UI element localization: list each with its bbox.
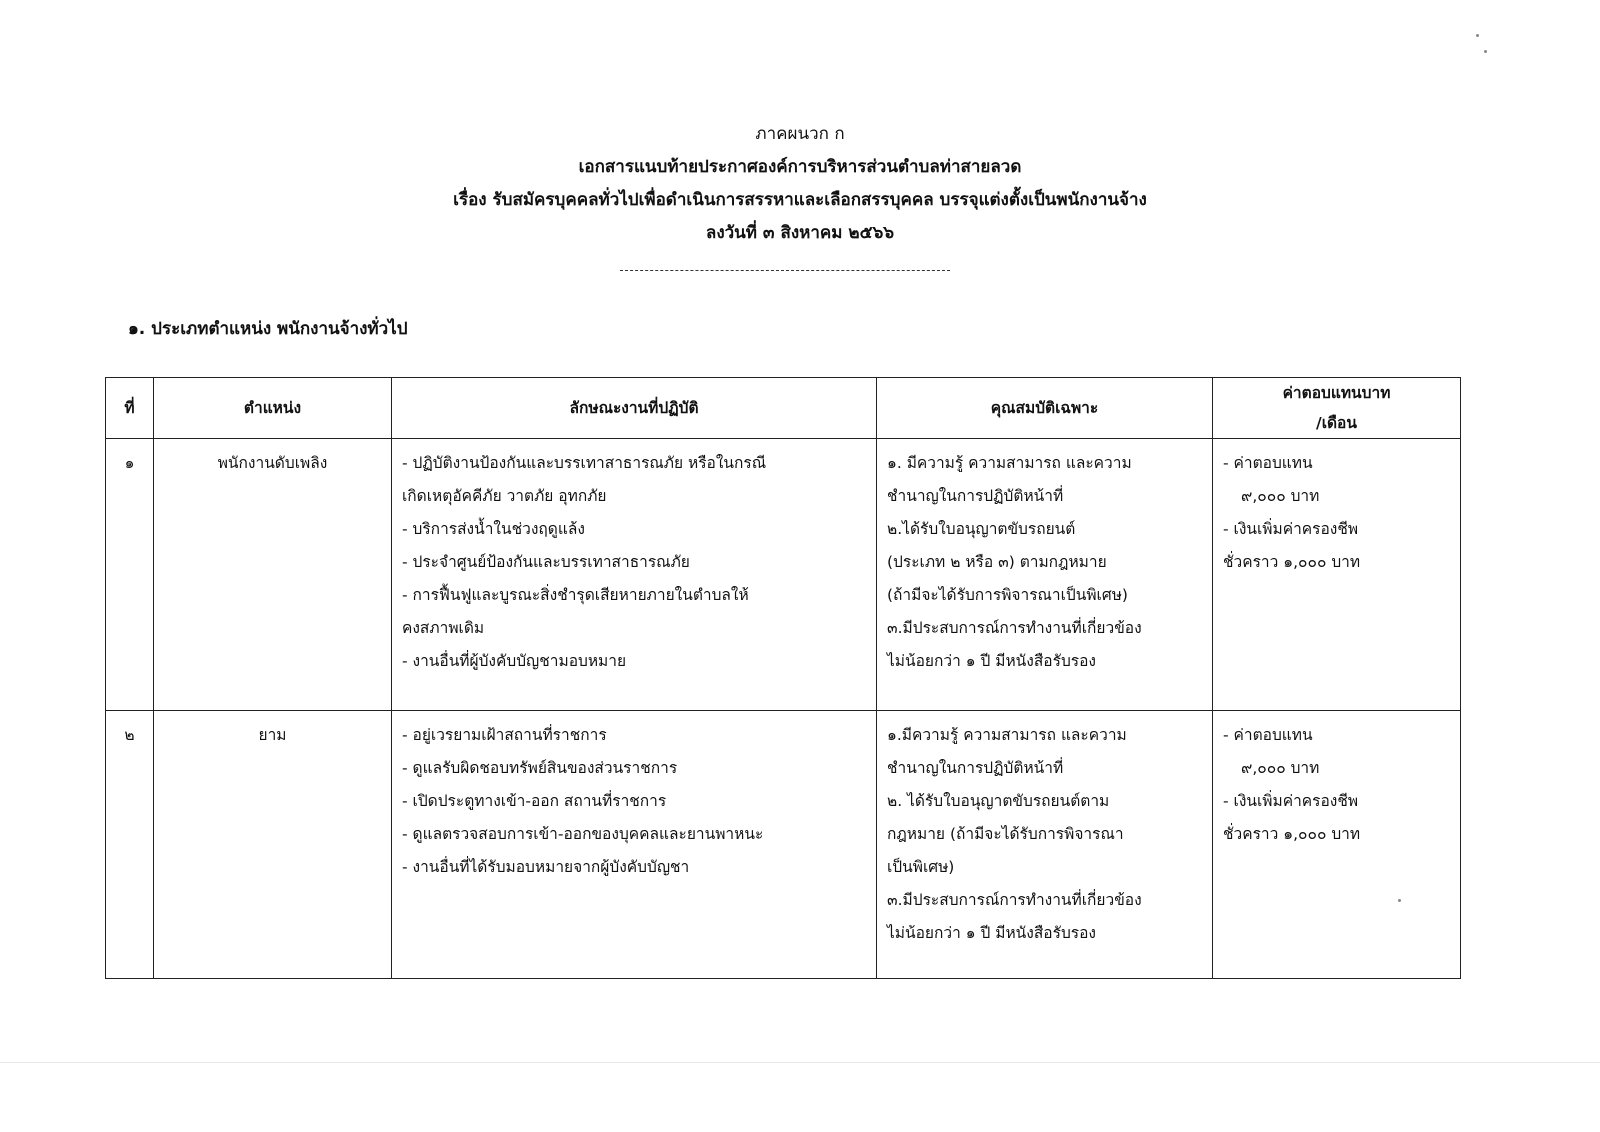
qualification-item: ๒. ได้รับใบอนุญาตขับรถยนต์ตาม: [887, 792, 1110, 810]
pay-item: ๙,๐๐๐ บาท: [1241, 487, 1320, 505]
row-no: ๒: [106, 711, 154, 979]
qualification-item: (ประเภท ๒ หรือ ๓) ตามกฎหมาย: [887, 553, 1107, 571]
qualification-item: เป็นพิเศษ): [887, 858, 955, 876]
row-position: พนักงานดับเพลิง: [154, 439, 392, 711]
positions-table: [105, 377, 1461, 979]
scan-speckle: [1398, 899, 1401, 902]
qualification-item: ๑. มีความรู้ ความสามารถ และความ: [887, 454, 1132, 472]
annex-title: ภาคผนวก ก: [755, 124, 845, 144]
qualification-item: ชำนาญในการปฏิบัติหน้าที่: [887, 487, 1064, 505]
header-divider: [620, 270, 950, 271]
header-pay-line2: /เดือน: [1316, 414, 1357, 432]
pay-item: - ค่าตอบแทน: [1223, 454, 1313, 472]
pay-item: ๙,๐๐๐ บาท: [1241, 759, 1320, 777]
qualification-item: (ถ้ามีจะได้รับการพิจารณาเป็นพิเศษ): [887, 586, 1128, 604]
pay-item: - เงินเพิ่มค่าครองชีพ: [1223, 792, 1359, 810]
row-pay: [1213, 439, 1461, 711]
row-duties: [392, 439, 877, 711]
pay-item: - ค่าตอบแทน: [1223, 726, 1313, 744]
duty-item: - ปฏิบัติงานป้องกันและบรรเทาสาธารณภัย หรือในกรณี: [402, 454, 767, 472]
header-duties: ลักษณะงานที่ปฏิบัติ: [392, 378, 877, 439]
table-header-row: [106, 378, 1461, 439]
row-qualifications: [877, 711, 1213, 979]
row-duties: [392, 711, 877, 979]
qualification-item: ไม่น้อยกว่า ๑ ปี มีหนังสือรับรอง: [887, 924, 1096, 942]
pay-item: ชั่วคราว ๑,๐๐๐ บาท: [1223, 825, 1361, 843]
document-header: [0, 118, 1600, 250]
attachment-title: เอกสารแนบท้ายประกาศองค์การบริหารส่วนตำบลท่าสายลวด: [578, 157, 1022, 177]
qualification-item: กฎหมาย (ถ้ามีจะได้รับการพิจารณา: [887, 825, 1124, 843]
subject-line: เรื่อง รับสมัครบุคคลทั่วไปเพื่อดำเนินการสรรหาและเลือกสรรบุคคล บรรจุแต่งตั้งเป็นพนักงานจ้าง: [453, 190, 1147, 210]
row-qualifications: [877, 439, 1213, 711]
duty-item: เกิดเหตุอัคคีภัย วาตภัย อุทกภัย: [402, 487, 607, 505]
table-row: [106, 439, 1461, 711]
header-qualifications: คุณสมบัติเฉพาะ: [877, 378, 1213, 439]
section-title: ๑. ประเภทตำแหน่ง พนักงานจ้างทั่วไป: [128, 319, 408, 339]
header-no: ที่: [106, 378, 154, 439]
pay-item: - เงินเพิ่มค่าครองชีพ: [1223, 520, 1359, 538]
scan-speckle: [1484, 50, 1487, 53]
table-row: [106, 711, 1461, 979]
duty-item: - งานอื่นที่ผู้บังคับบัญชามอบหมาย: [402, 652, 627, 670]
qualification-item: ๑.มีความรู้ ความสามารถ และความ: [887, 726, 1127, 744]
row-position: ยาม: [154, 711, 392, 979]
duty-item: - งานอื่นที่ได้รับมอบหมายจากผู้บังคับบัญชา: [402, 858, 690, 876]
duty-item: - ประจำศูนย์ป้องกันและบรรเทาสาธารณภัย: [402, 553, 690, 571]
scan-edge-line: [0, 1062, 1600, 1063]
row-no: ๑: [106, 439, 154, 711]
header-pay-line1: ค่าตอบแทนบาท: [1282, 384, 1391, 402]
pay-item: ชั่วคราว ๑,๐๐๐ บาท: [1223, 553, 1361, 571]
qualification-item: ไม่น้อยกว่า ๑ ปี มีหนังสือรับรอง: [887, 652, 1096, 670]
qualification-item: ๒.ได้รับใบอนุญาตขับรถยนต์: [887, 520, 1076, 538]
qualification-item: ๓.มีประสบการณ์การทำงานที่เกี่ยวข้อง: [887, 891, 1142, 909]
qualification-item: ชำนาญในการปฏิบัติหน้าที่: [887, 759, 1064, 777]
duty-item: - ดูแลรับผิดชอบทรัพย์สินของส่วนราชการ: [402, 759, 678, 777]
duty-item: - เปิดประตูทางเข้า-ออก สถานที่ราชการ: [402, 792, 667, 810]
row-pay: [1213, 711, 1461, 979]
date-line: ลงวันที่ ๓ สิงหาคม ๒๕๖๖: [705, 223, 895, 243]
duty-item: - ดูแลตรวจสอบการเข้า-ออกของบุคคลและยานพาหนะ: [402, 825, 764, 843]
header-position: ตำแหน่ง: [154, 378, 392, 439]
duty-item: - บริการส่งน้ำในช่วงฤดูแล้ง: [402, 520, 585, 538]
duty-item: - การฟื้นฟูและบูรณะสิ่งชำรุดเสียหายภายในตำบลให้: [402, 586, 749, 604]
duty-item: - อยู่เวรยามเฝ้าสถานที่ราชการ: [402, 726, 607, 744]
scan-speckle: [1476, 34, 1479, 37]
qualification-item: ๓.มีประสบการณ์การทำงานที่เกี่ยวข้อง: [887, 619, 1142, 637]
header-pay: [1213, 378, 1461, 439]
duty-item: คงสภาพเดิม: [402, 619, 485, 637]
